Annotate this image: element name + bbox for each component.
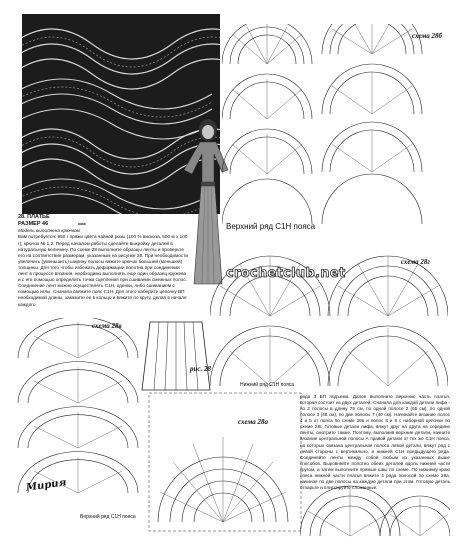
upper-row-caption-left: Верхний ряд С1Н пояса (80, 514, 136, 520)
instructions-left (18, 214, 188, 308)
watermark-text: crochetclub.net (226, 266, 346, 281)
round-stitch-diagram (148, 392, 302, 532)
scheme-28b-label: схема 28б (412, 32, 442, 40)
rating-stars: **** (78, 223, 86, 229)
pattern-subtitle: Модель выполнена крючком (18, 228, 80, 234)
pattern-size: РАЗМЕР 46 (18, 221, 49, 228)
scheme-28a-panel (148, 392, 302, 532)
signature: Мирия (25, 477, 68, 494)
scheme-28a-label: схема 28а (238, 418, 268, 426)
scheme-28b-panel (222, 24, 442, 244)
lower-row-caption: Нижний ряд С1Н пояса (240, 382, 295, 388)
scheme-28v-label: схема 28в (92, 322, 122, 330)
skirt-construction-pattern (140, 320, 212, 392)
figure-28-label: рис. 28 (190, 365, 211, 373)
pattern-title: 28. ПЛАТЬЕ (18, 214, 50, 220)
upper-row-caption: Верхний ряд С1Н пояса (226, 222, 316, 231)
instructions-right: ряда 3 ВП подъема. Далее выполните верхнюю часть платья, которая состоит из двух деталей. Сначала для каждой детали лифа - по 2 полосы в длину 75 см, по одной полосе 2 (65 см), по одной полосе 3 (48 см), по две полосы 7 (40 см). Начинайте вязание полос 4 и 5 от пояса по схеме 28в и полос 8 и 9 с наборной цепочки по схеме 28г. Готовые детали лифа, вяжут друг на друга на середине ленты, смотрите также. Поэтому, выполнив верхние детали, начните вязание центральной полосы А правой детали от тех же С1Н пояса, на которых связана центральная полоса левой детали, вяжут ряд с левой стороны с вертикально, и нижней С1Н предыдущего ряда. Соединяйте ленты между собой любым из указанных выше способов. Выровняйте полотно обеих деталей вдоль нижней части кругом, а затем выполните прямые швы по схеме. По нижнему краю пояса нижней части платья вяжите 4 ряда полосой по схеме 28а, начиная по две полосы на каждую детали при этом. Готовую деталь отпарьте и плиссируйте сложенные. (300, 394, 450, 490)
fan-stitch-diagram (222, 24, 442, 244)
scheme-28g-label: схема 28г (400, 258, 430, 266)
pattern-body: Вам потребуется: 850 г пряжи цвета чайной розы (100 % вискоза, 500 м x 100 г); крючок № 1,2. Перед началом работы сделайте выкройку деталей в натуральную величину. По схеме 28 выполните образцы ленты и проверьте его на соответствие размерам, указанным на рисунке 28. При необходимости увеличить (уменьшить) ширину полосы вяжите крючок большей (меньшей) толщины. Для того чтобы избежать деформации полотна при соединении лент в процессе вязания, необходимо выполнять еще один образец кружева и с его помощью определить точки сцепления при сшивании смежных полос. Соединение лент можно осуществлять С1Н, оденки, либо сшиванием с помощью иглы. Сначала свяжите пояс С1Н. Для этого наберите цепочку ВП необходимой длины, замкните ее в кольцо и вяжите по кругу, делая в начале каждого (18, 234, 188, 307)
